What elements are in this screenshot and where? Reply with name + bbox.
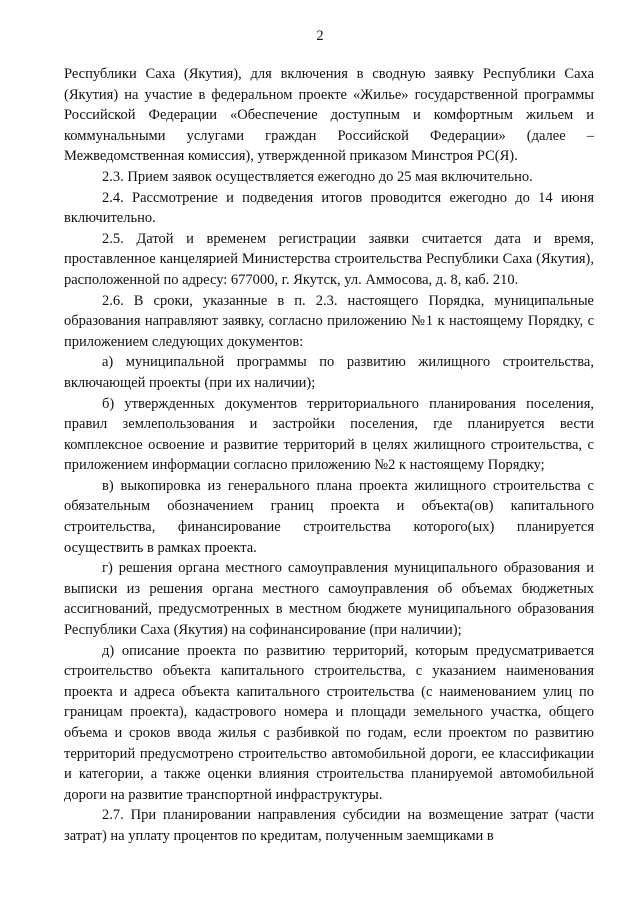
document-body xyxy=(64,64,594,847)
list-item-b: б) утвержденных документов территориального планирования поселения, правил землепользования и застройки поселения, где планируется вести комплексное освоение и развитие территорий в целях жилищного строительства, с приложением информации согласно приложению №2 к настоящему Порядку; xyxy=(64,395,594,474)
list-item-v: в) выкопировка из генерального плана проекта жилищного строительства с обязательным обозначением границ проекта и объекта(ов) капитального строительства, финансирование строительства которого(ых) планируется осуществить в рамках проекта. xyxy=(64,477,594,556)
list-item-g: г) решения органа местного самоуправления муниципального образования и выписки из решения органа местного самоуправления об объемах бюджетных ассигнований, предусмотренных в местном бюджете муниципального образования Республики Саха (Якутия) на софинансирование (при наличии); xyxy=(64,560,594,639)
paragraph-2-4: 2.4. Рассмотрение и подведения итогов проводится ежегодно до 14 июня включительно. xyxy=(64,189,594,227)
list-item-a: а) муниципальной программы по развитию жилищного строительства, включающей проекты (при их наличии); xyxy=(64,354,594,391)
list-item-d: д) описание проекта по развитию территорий, которым предусматривается строительство объекта капитального строительства, с указанием наименования проекта и адреса объекта капитального строительства (с наименованием улиц по границам проекта), кадастрового номера и площади земельного участка, общего объема и сроков ввода жилья с разбивкой по годам, если проектом по развитию территорий предусмотрено строительство автомобильной дороги, ее классификации и категории, а также оценки влияния строительства планируемой автомобильной дороги на развитие транспортной инфраструктуры. xyxy=(64,642,594,803)
paragraph-2-6: 2.6. В сроки, указанные в п. 2.3. настоящего Порядка, муниципальные образования направляют заявку, согласно приложению №1 к настоящему Порядку, с приложением следующих документов: xyxy=(64,292,594,350)
page-number: 2 xyxy=(316,28,324,44)
paragraph-continuation: Республики Саха (Якутия), для включения в сводную заявку Республики Саха (Якутия) на участие в федеральном проекте «Жилье» государственной программы Российской Федерации «Обеспечение доступным и комфортным жильем и коммунальными услугами граждан Российской Федерации» (далее – Межведомственная комиссия), утвержденной приказом Минстроя РС(Я). xyxy=(64,66,594,165)
paragraph-2-7: 2.7. При планировании направления субсидии на возмещение затрат (части затрат) на уплату процентов по кредитам, полученным заемщиками в xyxy=(64,807,594,844)
paragraph-2-3: 2.3. Прием заявок осуществляется ежегодно до 25 мая включительно. xyxy=(102,168,533,185)
paragraph-2-5: 2.5. Датой и временем регистрации заявки считается дата и время, проставленное канцелярией Министерства строительства Республики Саха (Якутия), расположенной по адресу: 677000, г. Якутск, ул. Аммосова, д. 8, каб. 210. xyxy=(64,230,594,288)
